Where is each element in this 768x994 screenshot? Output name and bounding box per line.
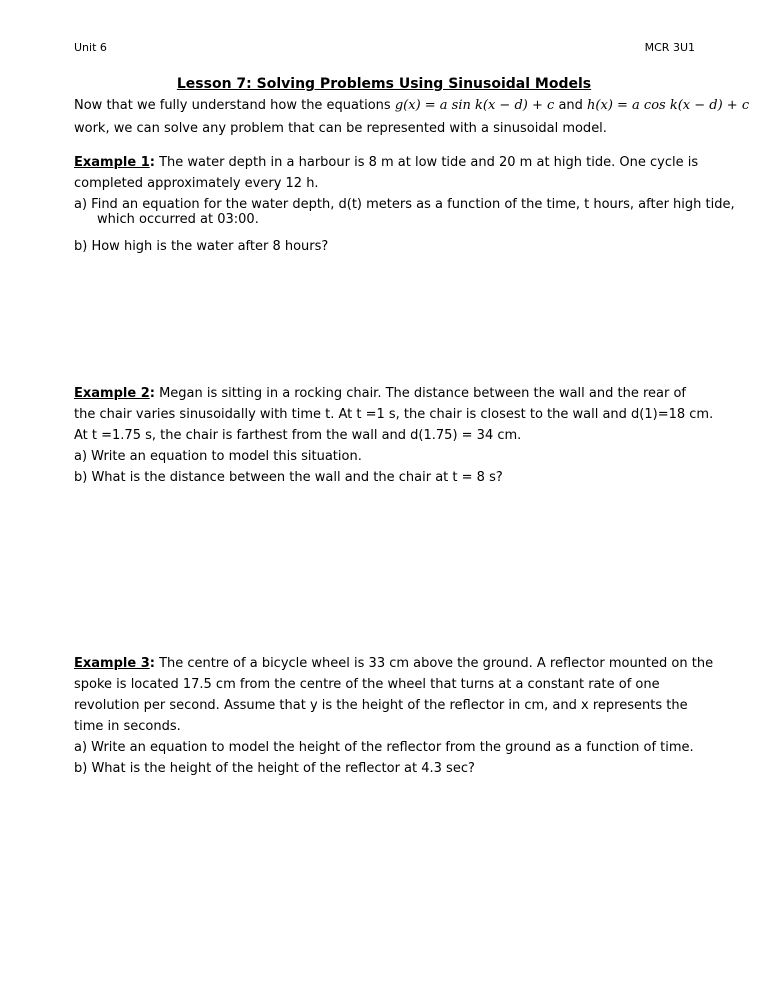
example-1-line-2: completed approximately every 12 h. — [74, 176, 319, 191]
intro-and: and — [558, 98, 583, 113]
example-1-label: Example 1 — [74, 155, 150, 170]
example-1-line-1: Example 1: The water depth in a harbour is 8 m at low tide and 20 m at high tide. One cycle is — [74, 155, 699, 170]
course-code: MCR 3U1 — [644, 41, 695, 54]
example-2-label: Example 2 — [74, 386, 150, 401]
example-3-line-1: Example 3: The centre of a bicycle wheel is 33 cm above the ground. A reflector mounted on the — [74, 656, 714, 671]
example-1-part-a: a) Find an equation for the water depth, d(t) meters as a function of the time, t hours, after high tide, which occurred at 03:00. — [74, 197, 735, 227]
equation-cos: h(x) = a cos k(x − d) + c — [587, 98, 750, 113]
example-3-line-4: time in seconds. — [74, 719, 181, 734]
example-2-line-3: At t =1.75 s, the chair is farthest from the wall and d(1.75) = 34 cm. — [74, 428, 522, 443]
example-3-line-3: revolution per second. Assume that y is the height of the reflector in cm, and x represents the — [74, 698, 688, 713]
example-2-text: Megan is sitting in a rocking chair. The distance between the wall and the rear of — [159, 386, 686, 401]
example-1-part-b: b) How high is the water after 8 hours? — [74, 239, 329, 254]
unit-label: Unit 6 — [74, 41, 107, 54]
equation-sin: g(x) = a sin k(x − d) + c — [394, 98, 555, 113]
example-2-part-a: a) Write an equation to model this situation. — [74, 449, 362, 464]
intro-text: Now that we fully understand how the equations — [74, 98, 391, 113]
example-2-line-1: Example 2: Megan is sitting in a rocking chair. The distance between the wall and the rear of — [74, 386, 686, 401]
example-2-part-b: b) What is the distance between the wall and the chair at t = 8 s? — [74, 470, 503, 485]
intro-line-2: work, we can solve any problem that can be represented with a sinusoidal model. — [74, 121, 607, 136]
example-3-text: The centre of a bicycle wheel is 33 cm above the ground. A reflector mounted on the — [159, 656, 714, 671]
example-3-line-2: spoke is located 17.5 cm from the centre of the wheel that turns at a constant rate of one — [74, 677, 660, 692]
example-3-label: Example 3 — [74, 656, 150, 671]
lesson-title: Lesson 7: Solving Problems Using Sinusoidal Models — [176, 76, 592, 92]
example-2-line-2: the chair varies sinusoidally with time t. At t =1 s, the chair is closest to the wall and d(1)=18 cm. — [74, 407, 714, 422]
intro-line-1 — [74, 98, 749, 113]
example-3-part-b: b) What is the height of the height of the reflector at 4.3 sec? — [74, 761, 475, 776]
example-3-part-a: a) Write an equation to model the height of the reflector from the ground as a function of time. — [74, 740, 694, 755]
example-1-text: The water depth in a harbour is 8 m at low tide and 20 m at high tide. One cycle is — [159, 155, 699, 170]
